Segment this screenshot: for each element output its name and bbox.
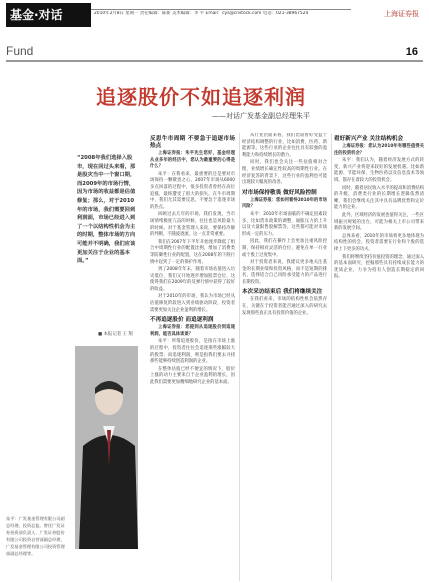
body-paragraph: 从行业层面来看，我们比较看好受益于经济结构调整的行业，比如消费、医药、新能源等。这些行业的企业往往具有较强的盈利能力和持续增长的潜力。 (242, 133, 327, 158)
portrait-figure-icon (75, 346, 138, 549)
body-paragraph: 朱平：我们认为，随着经济发展方式的转变，新兴产业将迎来较好的发展机遇。比如新能源、节能环保、生物医药以及信息技术等领域，都存在着较大的投资机会。 (334, 158, 424, 183)
article-headline: 追逐股价不如追逐利润 (96, 85, 306, 109)
bio-sidebar: 朱平：广发基金管理有限公司副总经理、投资总监。曾任广发证券投资部负责人、广发证券股份有限公司投资自营部副总经理、广发基金管理有限公司投资管理部副总经理等。 (6, 516, 65, 556)
page-header (0, 0, 429, 64)
interview-question: 上海证券报：您如何看待2010年的市场风险？ (242, 197, 327, 210)
page-number: 16 (405, 46, 418, 58)
header-rule (6, 60, 423, 62)
newspaper-brand: 上海证券报 (384, 10, 419, 18)
intro-author: ■ 本报记者 王 翔 (98, 332, 133, 337)
body-paragraph: 对于2010年的市场，我认为市场已经从估值修复阶段进入到业绩驱动阶段，投资者需要更加关注企业盈利的增长。 (150, 294, 235, 313)
portrait-photo (75, 346, 138, 549)
interview-question: 上海证券报：您提到从追逐股价到追逐利润，能否具体谈谈？ (150, 325, 235, 337)
section-heading: 反思牛市周期 不要急于追逐市场热点 (150, 136, 235, 149)
article-column-2 (242, 133, 327, 581)
body-paragraph: 同时，我们也会关注一些估值相对合理、业绩增长确定性较高的周期性行业。在经济复苏的背景下，这些行业的盈利也可能出现较大幅度的改善。 (242, 160, 327, 186)
body-paragraph: 对于投资者来说，我建议更多地关注基金的长期业绩和投资风格，而不是短期的排名，选择适合自己风险承受能力的产品进行长期投资。 (242, 260, 327, 285)
fund-label: Fund (6, 44, 34, 58)
body-paragraph: 同时，随着居民收入水平的提高和消费结构的升级，消费类行业的长期增长逻辑依然清晰，我们会继续关注其中具有品牌优势和定价能力的企业。 (334, 185, 424, 211)
body-paragraph: 总体来看，2010年的市场将更多地体现为结构性的机会，投资者需要在行业和个股的选择上下更多的功夫。 (334, 233, 424, 252)
body-paragraph: 到了2008年年末，随着市场估值进入历史低位，我们又开始逐步增加股票仓位，这使得我们在2009年的反弹行情中获得了较好的收益。 (150, 267, 235, 292)
article-column-3 (334, 133, 424, 581)
body-paragraph: 朱平：在我看来，最重要的还是要对市场保持一颗敬畏之心。2007年市场从6000多点回落的过程中，很多投资者曾经在高位追涨，最终遭受了很大的损失。在牛市周期中，我们尤其需要反思，不要急于追逐市场的热点。 (150, 171, 235, 210)
article-column-1 (150, 133, 235, 581)
header-divider (91, 9, 351, 10)
section-heading: 对市场保持敬畏 做好风险控制 (242, 189, 317, 196)
body-paragraph: 朱平：2010年市场面临的不确定因素较多，比如货币政策的调整、通胀压力的上升以及大量限售股解禁等，这些都可能对市场形成一定的压力。 (242, 211, 327, 237)
body-paragraph: 此外，区域经济的发展也值得关注，一些区域振兴规划的出台，可能为相关上市公司带来新的发展空间。 (334, 212, 424, 232)
article-intro: “2008年我们选择入股市，现在回过头来看，那是股灾当中一个窗口期，而2009年的市场行情，因为市场的收益都是估值修复；那么，对于2010年的市场，我们需要回到利润面，市场已经进入到了一个以结构性机会为主的时期，整体市场的方向可能并不明确，我们应该更加关注于企业的基本面。” (77, 155, 136, 265)
body-paragraph: 朱平：所谓追逐股价，是指在市场上涨的过程中，投资者往往会追逐那些涨幅较大的股票；而追逐利润，则是指我们要去寻找那些能够持续创造利润的企业。 (150, 339, 235, 365)
interview-question: 上海证券报：朱平先生您好，基金经理从业多年的经历中，您认为最重要的心得是什么？ (150, 151, 235, 170)
body-paragraph: 因此，我们在操作上会更加注重风险控制，保持相对灵活的仓位，避免在单一行业或个股上过度集中。 (242, 239, 327, 258)
body-paragraph: 在我们看来，市场的结构性机会依然存在，关键在于投资者能否通过深入的研究去发现那些真正具有投资价值的企业。 (242, 297, 327, 316)
column-divider (331, 133, 332, 581)
body-paragraph: 我们将继续坚持价值投资的理念，通过深入的基本面研究，挖掘那些具有持续成长能力的优质企业，力争为持有人创造长期稳定的回报。 (334, 254, 424, 280)
section-heading: 看好新兴产业 关注结构机会 (334, 136, 404, 142)
section-label: 基金·对话 (6, 3, 91, 27)
section-heading: 本次采访结束后 我们将继续关注 (242, 289, 323, 296)
body-paragraph: 回顾过去几年的市场，我们发现，当市场情绪极度亢奋的时候，往往也是风险最大的时候。对于基金管理人来说，要保持冷静的判断，不随波逐流，这一点非常重要。 (150, 212, 235, 238)
body-paragraph: 我们在2007年下半年开始逐步降低了组合中周期性行业的配置比例，增加了消费类等防御性行业的配置，这在2008年的下跌行情中起到了一定的保护作用。 (150, 239, 235, 265)
issue-info: 2010年2月8日 星期一 责任编辑：陈新 美术编辑：李 平 Email：cys@cnstock.com 电话：021-38967524 (94, 11, 309, 16)
body-paragraph: 在整体估值已经不便宜的情况下，股价上涨的动力主要来自于企业盈利的增长，因此我们需要更加精细地研究企业的基本面。 (150, 366, 235, 385)
column-divider (239, 133, 240, 581)
article-subheadline: ——对话广发基金副总经理朱平 (212, 112, 310, 120)
interview-question: 上海证券报：您认为2010年有哪些值得关注的投资机会？ (334, 144, 424, 156)
photo-caption: 朱平 资料图 (123, 500, 128, 524)
section-heading: 不再追逐股价 而追逐利润 (150, 317, 214, 324)
